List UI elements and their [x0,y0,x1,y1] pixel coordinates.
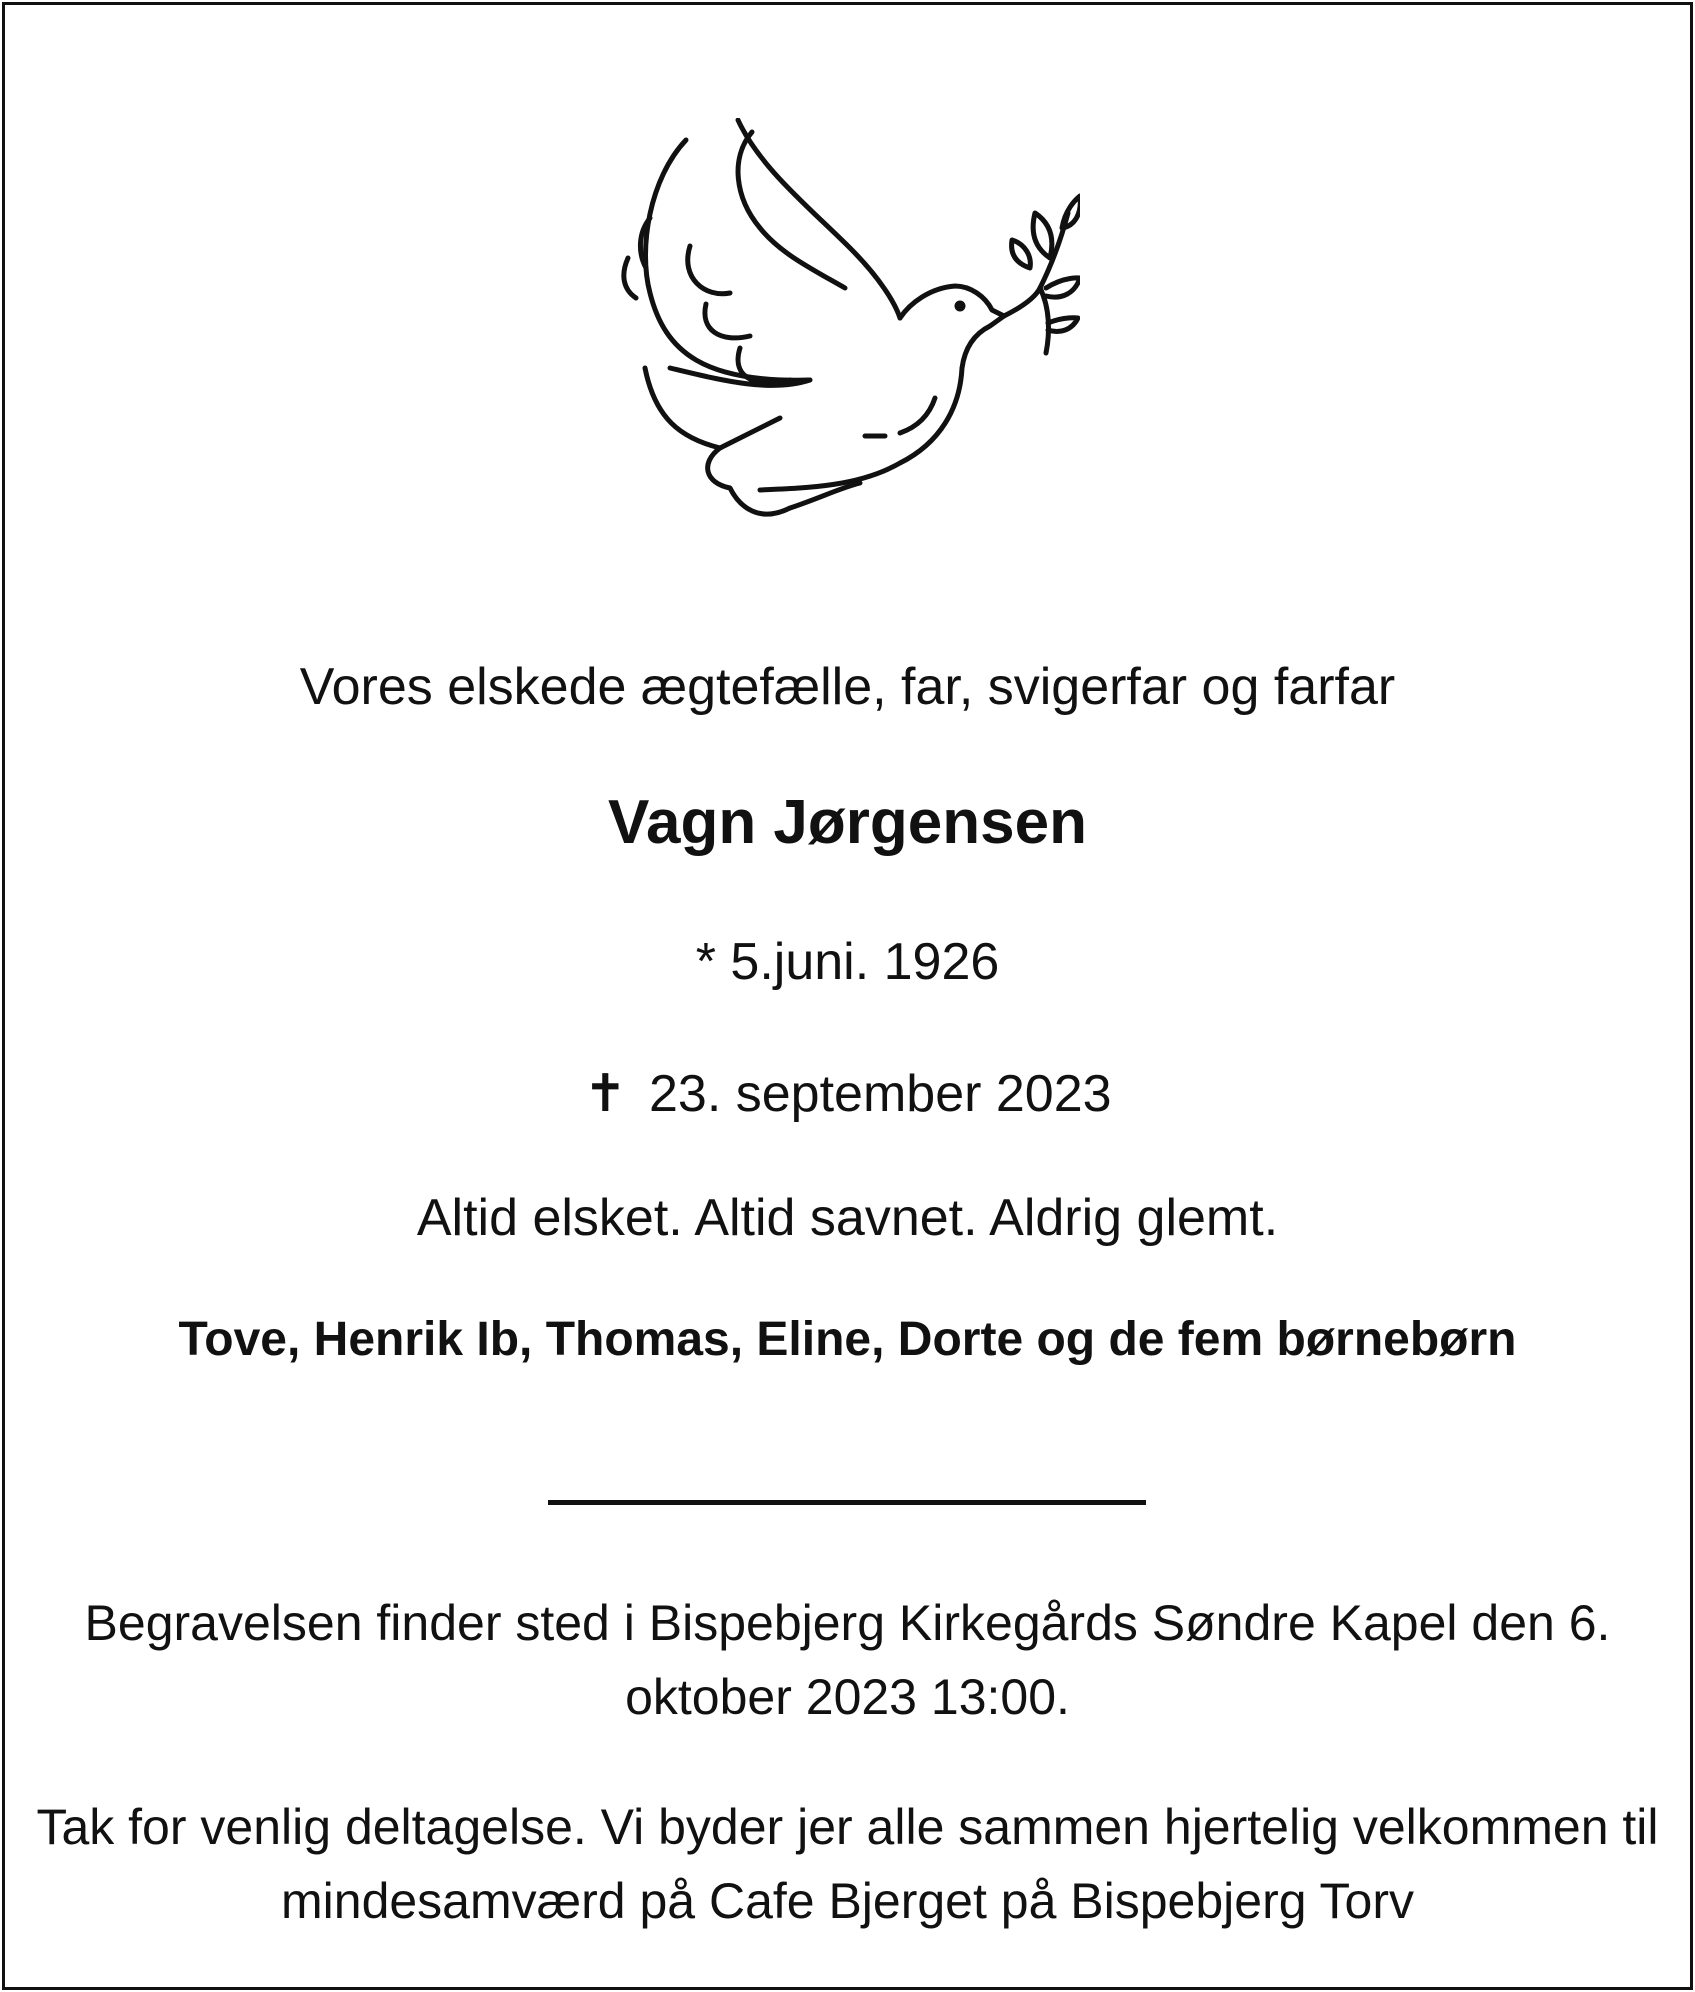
deceased-name: Vagn Jørgensen [608,788,1087,857]
divider [548,1500,1146,1505]
family-names: Tove, Henrik Ib, Thomas, Eline, Dorte og de fem børnebørn [178,1313,1517,1366]
motto-text: Altid elsket. Altid savnet. Aldrig glemt. [416,1189,1279,1247]
cross-icon: ✝ [583,1065,628,1123]
intro-text: Vores elskede ægtefælle, far, svigerfar og farfar [299,658,1396,716]
birth-star-icon: * [695,933,716,991]
birth-line [0,932,1695,992]
death-date: 23. september 2023 [649,1065,1112,1123]
birth-date: 5.juni. 1926 [730,933,1000,991]
thanks-text: Tak for venlig deltagelse. Vi byder jer alle sammen hjertelig velkommen til mindesamværd på Cafe Bjerget på Bispebjerg Torv [36,1799,1659,1929]
death-line [0,1064,1695,1124]
dove-icon [610,118,1080,538]
funeral-info: Begravelsen finder sted i Bispebjerg Kirkegårds Søndre Kapel den 6. oktober 2023 13:00. [84,1595,1611,1725]
